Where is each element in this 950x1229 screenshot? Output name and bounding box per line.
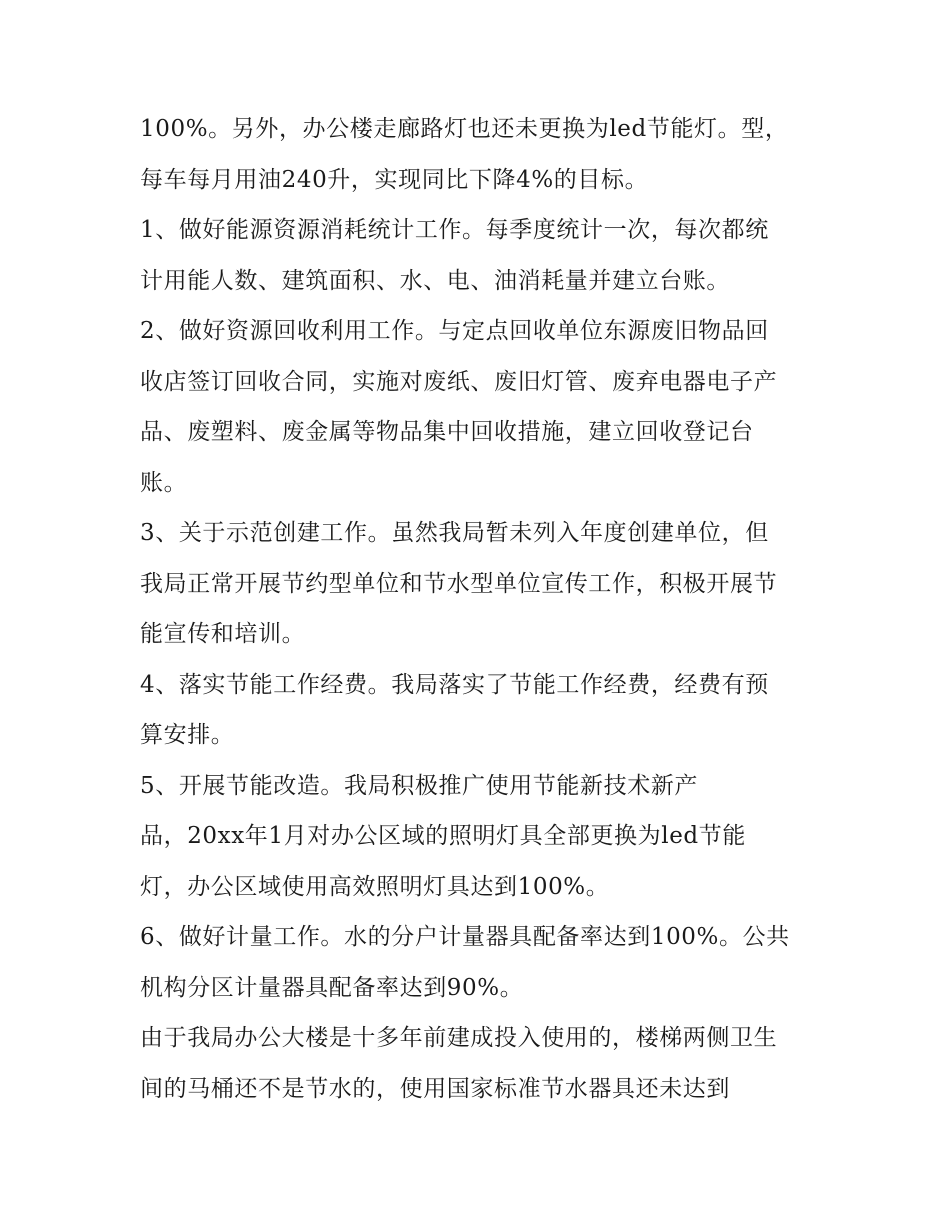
text-line: 由于我局办公大楼是十多年前建成投入使用的，楼梯两侧卫生 bbox=[140, 1025, 778, 1051]
text-line: 品、废塑料、废金属等物品集中回收措施，建立回收登记台 bbox=[140, 419, 754, 445]
text-line: 100%。另外，办公楼走廊路灯也还未更换为led节能灯。型， bbox=[140, 116, 789, 142]
text-line: 6、做好计量工作。水的分户计量器具配备率达到100%。公共 bbox=[140, 924, 790, 950]
text-line: 品，20xx年1月对办公区域的照明灯具全部更换为led节能 bbox=[140, 823, 746, 849]
text-line: 账。 bbox=[140, 469, 188, 496]
text-line: 2、做好资源回收利用工作。与定点回收单位东源废旧物品回 bbox=[140, 318, 769, 344]
text-line: 能宣传和培训。 bbox=[140, 621, 306, 647]
text-line: 我局正常开展节约型单位和节水型单位宣传工作，积极开展节 bbox=[140, 570, 778, 597]
text-line: 收店签订回收合同，实施对废纸、废旧灯管、废弃电器电子产 bbox=[140, 368, 778, 395]
text-line: 4、落实节能工作经费。我局落实了节能工作经费，经费有预 bbox=[140, 671, 769, 698]
text-line: 计用能人数、建筑面积、水、电、油消耗量并建立台账。 bbox=[140, 267, 730, 294]
text-line: 5、开展节能改造。我局积极推广使用节能新技术新产 bbox=[140, 772, 699, 799]
text-line: 机构分区计量器具配备率达到90%。 bbox=[140, 974, 524, 1001]
document-body bbox=[140, 104, 820, 1114]
text-line: 1、做好能源资源消耗统计工作。每季度统计一次，每次都统 bbox=[140, 217, 769, 243]
text-line: 灯，办公区域使用高效照明灯具达到100%。 bbox=[140, 873, 610, 900]
text-line: 间的马桶还不是节水的，使用国家标准节水器具还未达到 bbox=[140, 1075, 730, 1102]
text-line: 3、关于示范创建工作。虽然我局暂未列入年度创建单位，但 bbox=[140, 520, 769, 546]
text-line: 每车每月用油240升，实现同比下降4%的目标。 bbox=[140, 166, 649, 193]
text-line: 算安排。 bbox=[140, 722, 235, 748]
